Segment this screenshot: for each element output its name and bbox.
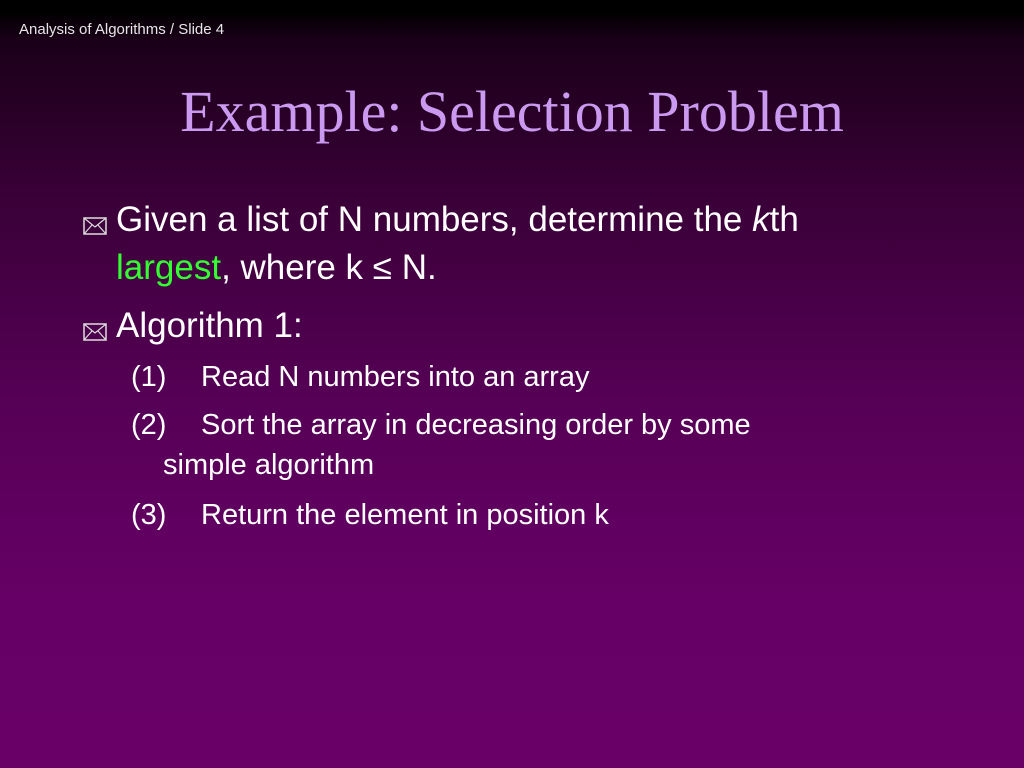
bullet-text-problem bbox=[116, 196, 799, 292]
step-text: Sort the array in decreasing order by some bbox=[201, 409, 751, 441]
envelope-icon bbox=[80, 206, 116, 242]
step-text: Return the element in position k bbox=[201, 499, 609, 531]
italic-k: k bbox=[752, 200, 770, 239]
step-item-1 bbox=[131, 357, 589, 397]
bullet-text-part: th bbox=[769, 200, 799, 239]
step-item-2 bbox=[131, 405, 751, 485]
bullet-item-problem bbox=[80, 196, 799, 292]
step-text: Read N numbers into an array bbox=[201, 361, 590, 393]
bullet-text-part: , where k ≤ N. bbox=[221, 248, 437, 287]
step-text-continuation: simple algorithm bbox=[163, 449, 375, 481]
bullet-item-algorithm bbox=[80, 302, 303, 350]
highlight-largest: largest bbox=[116, 248, 222, 287]
slide-title: Example: Selection Problem bbox=[180, 79, 844, 144]
bullet-text-algorithm: Algorithm 1: bbox=[116, 306, 303, 345]
step-number: (2) bbox=[131, 409, 167, 441]
slide-header-label: Analysis of Algorithms / Slide 4 bbox=[19, 21, 225, 38]
step-number: (1) bbox=[131, 361, 167, 393]
step-item-3 bbox=[131, 495, 609, 535]
step-number: (3) bbox=[131, 499, 167, 531]
bullet-text-part: Given a list of N numbers, determine the bbox=[116, 200, 753, 239]
envelope-icon bbox=[80, 312, 116, 348]
